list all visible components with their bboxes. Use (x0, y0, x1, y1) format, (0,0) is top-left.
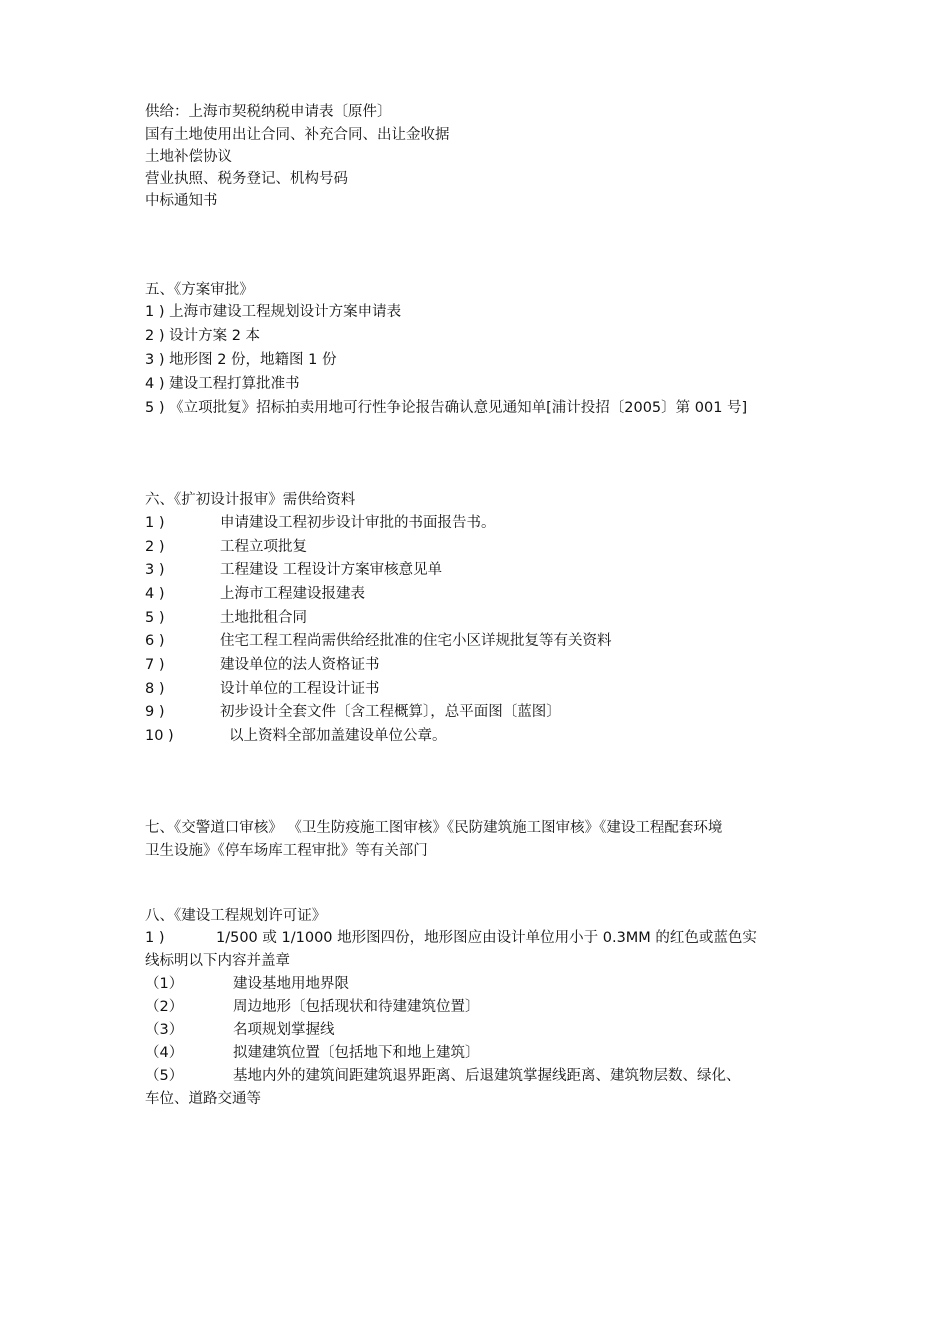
subitem-number: （4） (145, 1045, 184, 1061)
item-text: 土地批租合同 (220, 610, 307, 626)
section5-item: 2 ) 设计方案 2 本 (145, 328, 261, 344)
section7-line: 七、《交警道口审核》 《卫生防疫施工图审核》《民防建筑施工图审核》《建设工程配套环境 (145, 820, 723, 836)
section5-item: 5 ) 《立项批复》招标拍卖用地可行性争论报告确认意见通知单[浦计投招〔2005〕第 001 号] (145, 400, 748, 416)
section6-title: 六、《扩初设计报审》需供给资料 (145, 492, 356, 508)
subitem-text: 名项规划掌握线 (233, 1022, 335, 1038)
section6-item (145, 512, 496, 534)
section6-item (145, 583, 365, 605)
item-text: 住宅工程工程尚需供给经批准的住宅小区详规批复等有关资料 (220, 633, 612, 649)
item-text: 建设单位的法人资格证书 (220, 657, 380, 673)
item-number: 5 ) (145, 610, 165, 626)
item-number: 3 ) (145, 562, 165, 578)
subitem-text: 周边地形〔包括现状和待建建筑位置〕 (233, 999, 480, 1015)
section6-item (145, 559, 442, 581)
item-number: 6 ) (145, 633, 165, 649)
item-number: 8 ) (145, 681, 165, 697)
section8-subitem (145, 996, 480, 1018)
section8-subitem (145, 1042, 480, 1064)
item-number: 2 ) (145, 539, 165, 555)
subitem-text: 基地内外的建筑间距建筑退界距离、后退建筑掌握线距离、建筑物层数、绿化、 (233, 1068, 741, 1084)
subitem-text: 建设基地用地界限 (233, 976, 349, 992)
section5-title: 五、《方案审批》 (145, 282, 254, 298)
subitem-text: 拟建建筑位置〔包括地下和地上建筑〕 (233, 1045, 480, 1061)
supply-line: 国有土地使用出让合同、补充合同、出让金收据 (145, 127, 450, 143)
item-text: 设计单位的工程设计证书 (220, 681, 380, 697)
section6-item (145, 607, 307, 629)
item-number: 9 ) (145, 704, 165, 720)
section5-item: 1 ) 上海市建设工程规划设计方案申请表 (145, 304, 402, 320)
item-text: 申请建设工程初步设计审批的书面报告书。 (220, 515, 496, 531)
section8-title: 八、《建设工程规划许可证》 (145, 908, 327, 924)
section8-subitem (145, 1065, 741, 1087)
section8-subitem-continued: 车位、道路交通等 (145, 1091, 261, 1107)
section8-subitem (145, 973, 349, 995)
section8-item-continued: 线标明以下内容并盖章 (145, 953, 290, 969)
section6-item (145, 701, 561, 723)
section6-item (145, 536, 307, 558)
item-text: 1/500 或 1/1000 地形图四份，地形图应由设计单位用小于 0.3MM 的红色或蓝色实 (216, 930, 757, 946)
section7-line: 卫生设施》《停车场库工程审批》等有关部门 (145, 843, 428, 859)
section8-item (145, 927, 757, 949)
section6-item (145, 678, 380, 700)
item-number: 10 ) (145, 728, 174, 744)
subitem-number: （2） (145, 999, 184, 1015)
supply-line: 供给：上海市契税纳税申请表〔原件〕 (145, 104, 392, 120)
subitem-number: （5） (145, 1068, 184, 1084)
item-text: 工程立项批复 (220, 539, 307, 555)
section6-item (145, 654, 380, 676)
subitem-number: （3） (145, 1022, 184, 1038)
supply-line: 营业执照、税务登记、机构号码 (145, 171, 348, 187)
subitem-number: （1） (145, 976, 184, 992)
item-text: 初步设计全套文件〔含工程概算〕，总平面图〔蓝图〕 (220, 704, 561, 720)
section5-item: 4 ) 建设工程打算批准书 (145, 376, 300, 392)
section5-item: 3 ) 地形图 2 份，地籍图 1 份 (145, 352, 337, 368)
item-text: 工程建设 工程设计方案审核意见单 (220, 562, 443, 578)
item-number: 4 ) (145, 586, 165, 602)
item-number: 7 ) (145, 657, 165, 673)
supply-line: 中标通知书 (145, 193, 218, 209)
item-text: 以上资料全部加盖建设单位公章。 (229, 728, 447, 744)
supply-line: 土地补偿协议 (145, 149, 232, 165)
item-number: 1 ) (145, 930, 165, 946)
item-number: 1 ) (145, 515, 165, 531)
section6-item (145, 725, 447, 747)
item-text: 上海市工程建设报建表 (220, 586, 365, 602)
section8-subitem (145, 1019, 335, 1041)
section6-item (145, 630, 612, 652)
